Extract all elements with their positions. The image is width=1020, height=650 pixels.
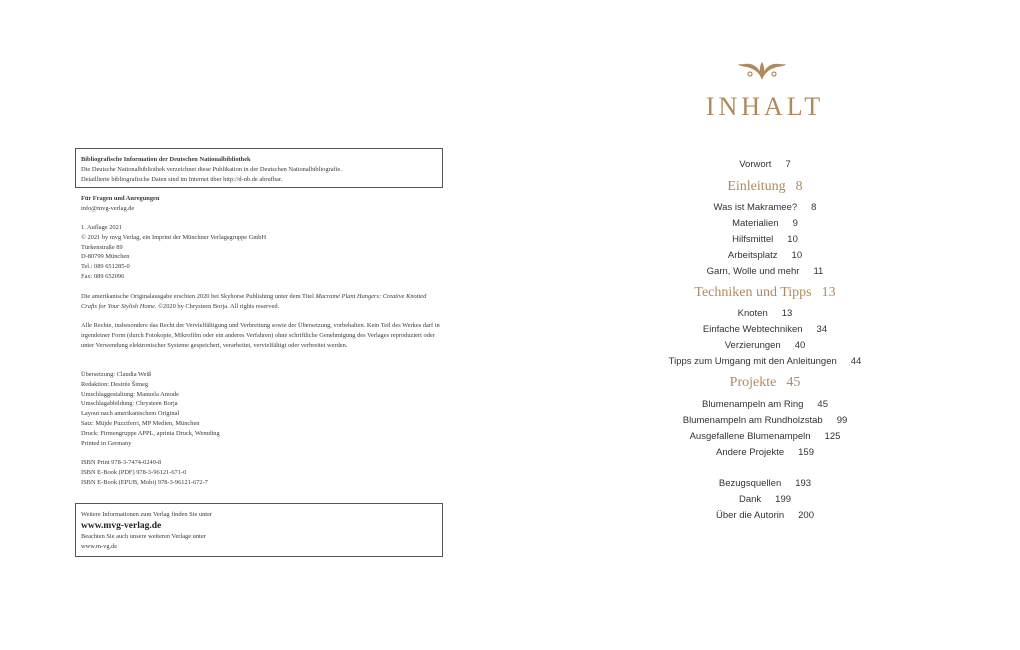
toc-entry-title: Blumenampeln am Ring <box>702 399 804 410</box>
toc-entry-page: 9 <box>792 218 798 229</box>
contact-email: info@mvg-verlag.de <box>81 204 135 212</box>
toc-entry[interactable] <box>510 349 1020 368</box>
toc-entry-page: 40 <box>794 340 806 351</box>
more-info-line: Beachten Sie auch unsere weiteren Verlage unter <box>81 532 206 540</box>
bibliographic-line: Detaillierte bibliografische Daten sind im Internet über http://d-nb.de abrufbar. <box>81 175 283 183</box>
toc-entry-page: 99 <box>836 415 848 426</box>
toc-entry[interactable] <box>510 259 1020 278</box>
publisher-website-link[interactable]: www.mvg-verlag.de <box>81 520 162 531</box>
credit-line: Satz: Müjde Puzziferri, MP Medien, München <box>81 419 200 427</box>
contact-heading: Für Fragen und Anregungen <box>81 195 160 202</box>
isbn-line: ISBN Print 978-3-7474-0249-8 <box>81 459 162 466</box>
toc-entry-page: 8 <box>811 202 817 213</box>
more-info-line: Weitere Informationen zum Verlag finden Sie unter <box>81 511 213 518</box>
isbn-line: ISBN E-Book (PDF) 978-3-96121-671-0 <box>81 468 187 476</box>
toc-entry[interactable] <box>510 440 1020 459</box>
edition-line: D-80799 München <box>81 253 130 261</box>
toc-entry-title: Was ist Makramee? <box>713 202 798 213</box>
toc-entry-page: 7 <box>785 159 791 170</box>
toc-section-page: 45 <box>786 375 801 390</box>
table-of-contents-page <box>510 0 1020 650</box>
edition-line: © 2021 by mvg Verlag, ein Imprint der Münchner Verlagsgruppe GmbH <box>81 233 267 241</box>
ornament-icon <box>736 58 788 82</box>
toc-entry-page: 125 <box>824 431 841 442</box>
toc-entry[interactable] <box>510 152 1020 171</box>
credit-line: Druck: Firmengruppe APPL, aprinta Druck, Wemding <box>81 429 220 437</box>
credit-line: Umschlaggestaltung: Manuela Amode <box>81 390 179 398</box>
toc-section-title: Einleitung <box>727 179 786 194</box>
toc-section-page: 8 <box>795 179 803 194</box>
edition-line: Tel.: 089 651285-0 <box>81 263 130 271</box>
bibliographic-line: Die Deutsche Nationalbibliothek verzeichnet diese Publikation in der Deutschen Nationalbibliografie. <box>81 165 342 173</box>
toc-entry-title: Bezugsquellen <box>718 478 782 489</box>
credit-line: Layout nach amerikanischem Original <box>81 410 180 418</box>
toc-entry-title: Knoten <box>737 308 768 319</box>
toc-section-title: Projekte <box>729 375 777 390</box>
credit-line: Übersetzung: Claudia Weiß <box>81 371 152 378</box>
toc-entry-title: Blumenampeln am Rundholzstab <box>682 415 823 426</box>
toc-entry-title: Andere Projekte <box>716 447 785 458</box>
bibliographic-heading: Bibliografische Information der Deutschen Nationalbibliothek <box>81 156 251 163</box>
credit-line: Redaktion: Desirée Šimeg <box>81 380 149 388</box>
toc-entry-title: Arbeitsplatz <box>727 250 778 261</box>
toc-section[interactable] <box>510 175 1020 195</box>
toc-section[interactable] <box>510 371 1020 391</box>
contact-block <box>81 194 441 214</box>
credit-line: Umschlagabbildung: Chrysteen Borja <box>81 400 178 408</box>
toc-entry-title: Dank <box>738 494 762 505</box>
toc-entry-page: 10 <box>791 250 803 261</box>
toc-entry-title: Über die Autorin <box>716 510 785 521</box>
toc-entry-title: Vorwort <box>739 159 772 170</box>
toc-entry-page: 11 <box>813 266 824 277</box>
group-website-link[interactable]: www.m-vg.de <box>81 542 118 550</box>
original-title: Macramé Plant Hangers: Creative Knotted Crafts for Your Stylish Home. <box>81 293 427 310</box>
credit-line: Printed in Germany <box>81 439 132 447</box>
toc-entry-title: Garn, Wolle und mehr <box>706 266 800 277</box>
toc-entry-page: 10 <box>787 234 798 245</box>
credits-block <box>81 370 441 448</box>
toc-entry-page: 193 <box>795 478 812 489</box>
toc-entry-title: Ausgefallene Blumenampeln <box>689 431 811 442</box>
rights-notice: Alle Rechte, insbesondere das Recht der Vervielfältigung und Verbreitung sowie der Übersetzung, vorbehalten. Kein Teil des Werkes darf in irgendeiner Form (durch Fotokopie, Mikrofilm oder ein anderes Verfahren) ohne schriftliche Genehmigung des Verlages reproduziert oder unter Verwendung elektronischer Systeme gespeichert, verarbeitet, vervielfältigt oder verbreitet werden. <box>81 322 440 349</box>
toc-entry-page: 199 <box>775 494 792 505</box>
toc-entry-page: 44 <box>850 356 862 367</box>
toc-entry-title: Einfache Webtechniken <box>702 324 803 335</box>
toc-entry[interactable] <box>510 503 1020 522</box>
toc-entry-page: 45 <box>817 399 828 410</box>
toc-entry-page: 34 <box>816 324 828 335</box>
toc-section-title: Techniken und Tipps <box>694 285 812 300</box>
toc-entry-title: Verzierungen <box>724 340 781 351</box>
more-info-box <box>75 503 443 557</box>
edition-line: Türkenstraße 89 <box>81 243 123 251</box>
toc-entry-title: Tipps zum Umgang mit den Anleitungen <box>668 356 837 367</box>
toc-title: INHALT <box>705 92 825 121</box>
edition-line: Fax: 089 652096 <box>81 272 125 280</box>
toc-section-page: 13 <box>821 285 836 300</box>
original-copyright: ©2020 by Chrysteen Borja. All rights reserved. <box>156 302 280 310</box>
original-edition-note <box>81 292 441 312</box>
toc-entry-page: 200 <box>798 510 814 521</box>
edition-line: 1. Auflage 2021 <box>81 224 122 231</box>
isbn-line: ISBN E-Book (EPUB, Mobi) 978-3-96121-672-7 <box>81 478 208 486</box>
original-text: Die amerikanische Originalausgabe erschien 2020 bei Skyhorse Publishing unter dem Titel <box>81 293 316 300</box>
toc-entry-title: Hilfsmittel <box>732 234 774 245</box>
bibliographic-info-box <box>75 148 443 188</box>
toc-entry-title: Materialien <box>732 218 779 229</box>
toc-entry-page: 13 <box>781 308 793 319</box>
toc-entry-page: 159 <box>798 447 814 458</box>
toc-section[interactable] <box>510 281 1020 301</box>
isbn-block <box>81 458 441 487</box>
edition-block <box>81 223 441 282</box>
